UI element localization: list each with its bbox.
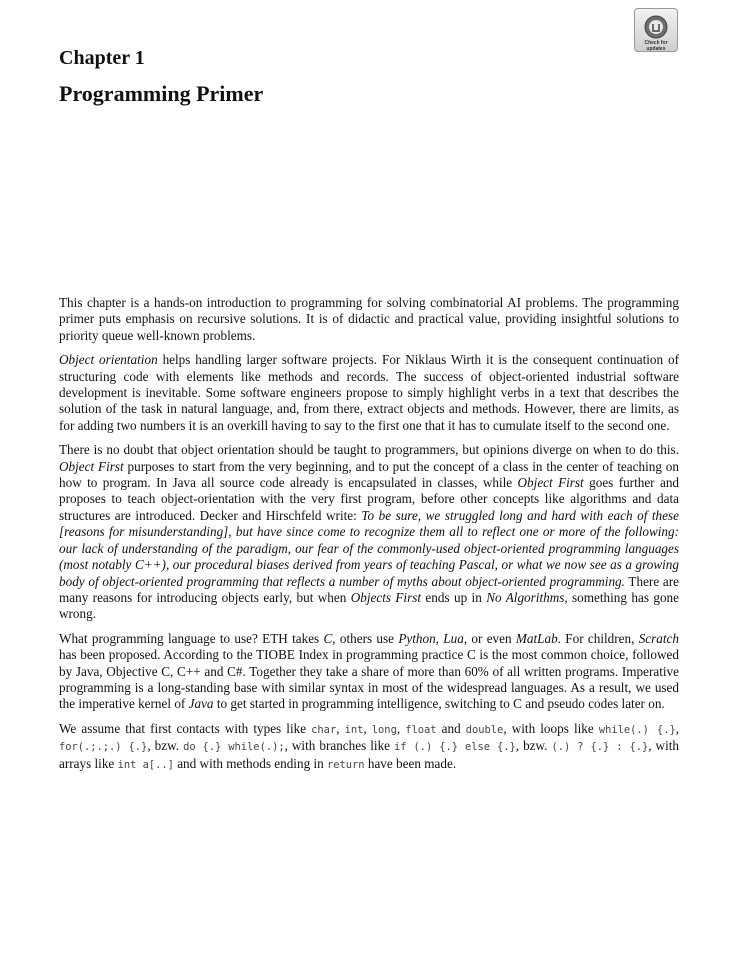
text-run: , others use <box>332 630 399 646</box>
inline-code: if (.) {.} else {.} <box>394 741 516 754</box>
inline-code: return <box>327 758 365 771</box>
badge-label-line2: updates <box>646 46 666 52</box>
inline-code: double <box>465 723 504 736</box>
text-run: , or even <box>463 630 516 646</box>
text-run: purposes to start from the very beginning, and to put the concept of a class in the center of teaching on how to program. In Java all source code already is encapsulated in classes, while <box>59 458 679 491</box>
inline-code: (.) ? {.} : {.} <box>551 741 649 754</box>
text-run: to get started in programming intelligence, switching to C and pseudo codes later on. <box>213 696 665 712</box>
emphasis-text: C <box>323 630 333 646</box>
text-run: , with branches like <box>284 738 395 754</box>
paragraph <box>59 442 679 622</box>
text-run: and with methods ending in <box>173 755 328 771</box>
text-run: . For children, <box>557 630 639 646</box>
paragraph <box>59 295 679 344</box>
inline-code: int <box>344 723 364 736</box>
inline-code: char <box>311 723 337 736</box>
emphasis-text: Java <box>188 696 214 712</box>
emphasis-text: MatLab <box>515 630 558 646</box>
emphasis-text: No Algorithms <box>486 589 565 605</box>
emphasis-text: Object First <box>59 458 124 474</box>
text-run: There are many reasons for introducing objects early, but when <box>59 573 679 605</box>
text-run: , <box>363 720 372 736</box>
text-run: has been proposed. According to the TIOBE Index in programming practice C is the most common choice, followed by Java, Objective C, C++ and C#. Together they take a share of more than 60% of all written programs. Imperative programming is a long-standing base with similar syntax in most of the widespread languages. As a result, we used the imperative kernel of <box>59 647 679 712</box>
inline-code: do {.} while(.); <box>183 741 285 754</box>
chapter-title: Programming Primer <box>59 81 264 106</box>
badge-label-line1: Check for <box>644 40 668 46</box>
text-run: helps handling larger software projects. For Niklaus Wirth it is the consequent continuation of structuring code with elements like methods and records. The success of object-oriented industrial software development is inevitable. Some software engineers propose to simply highlight verbs in a text that describes the solution of the task in natural language, and, from there, extract objects and methods. However, there are limits, as for adding two numbers it is an overkill having to say to the first one that it has to cumulate itself to the second one. <box>59 352 680 433</box>
check-for-updates-icon <box>643 14 669 40</box>
text-run: ends up in <box>421 589 487 605</box>
body-text <box>59 295 679 781</box>
emphasis-text: Objects First <box>350 589 422 605</box>
text-run: , bzw. <box>515 738 552 754</box>
emphasis-text: Python <box>398 630 436 646</box>
text-run: , with loops like <box>503 720 599 736</box>
emphasis-text: Scratch <box>638 630 679 646</box>
emphasis-text: Lua <box>443 630 464 646</box>
text-run: , <box>336 720 345 736</box>
text-run: , bzw. <box>147 738 184 754</box>
text-run: , <box>435 630 444 646</box>
inline-code: int a[..] <box>117 758 174 771</box>
paragraph <box>59 721 679 773</box>
chapter-label: Chapter 1 <box>59 47 145 69</box>
inline-code: float <box>405 723 437 736</box>
emphasis-text: Object orientation <box>59 352 158 368</box>
text-run: have been made. <box>364 755 457 771</box>
text-run: We assume that first contacts with types like <box>59 720 312 736</box>
text-run: What programming language to use? ETH takes <box>59 630 324 646</box>
check-for-updates-badge[interactable] <box>634 8 678 52</box>
text-run: There is no doubt that object orientation should be taught to programmers, but opinions diverge on when to do this. <box>59 442 679 458</box>
text-run: This chapter is a hands-on introduction to programming for solving combinatorial AI problems. The programming primer puts emphasis on recursive solutions. It is of didactic and practical value, providing insightful solutions to priority queue well-known problems. <box>59 295 679 343</box>
inline-code: while(.) {.} <box>598 723 676 736</box>
text-run: and <box>436 720 466 736</box>
paragraph <box>59 352 679 434</box>
inline-code: long <box>371 723 397 736</box>
inline-code: for(.;.;.) {.} <box>59 741 148 754</box>
emphasis-text: Object First <box>517 475 584 491</box>
paragraph <box>59 631 679 713</box>
text-run: goes further and proposes to teach object-orientation with the very first program, before other concepts like algorithms and data structures are introduced. Decker and Hirschfeld write: <box>59 475 680 523</box>
emphasis-text: To be sure, we struggled long and hard with each of these [reasons for misunderstanding], but have since come to recognize them all to reflect one or more of the following: our lack of understanding of the paradigm, our fear of the commonly-used object-oriented programming languages (most notably C++), our procedural biases derived from years of teaching Pascal, or what we now see as a growing body of object-oriented programming that reflects a number of myths about object-oriented programming. <box>59 507 679 589</box>
text-run: , <box>675 720 679 736</box>
text-run: , something has gone wrong. <box>59 589 679 622</box>
text-run: , <box>396 720 406 736</box>
text-run: , with arrays like <box>59 738 680 771</box>
